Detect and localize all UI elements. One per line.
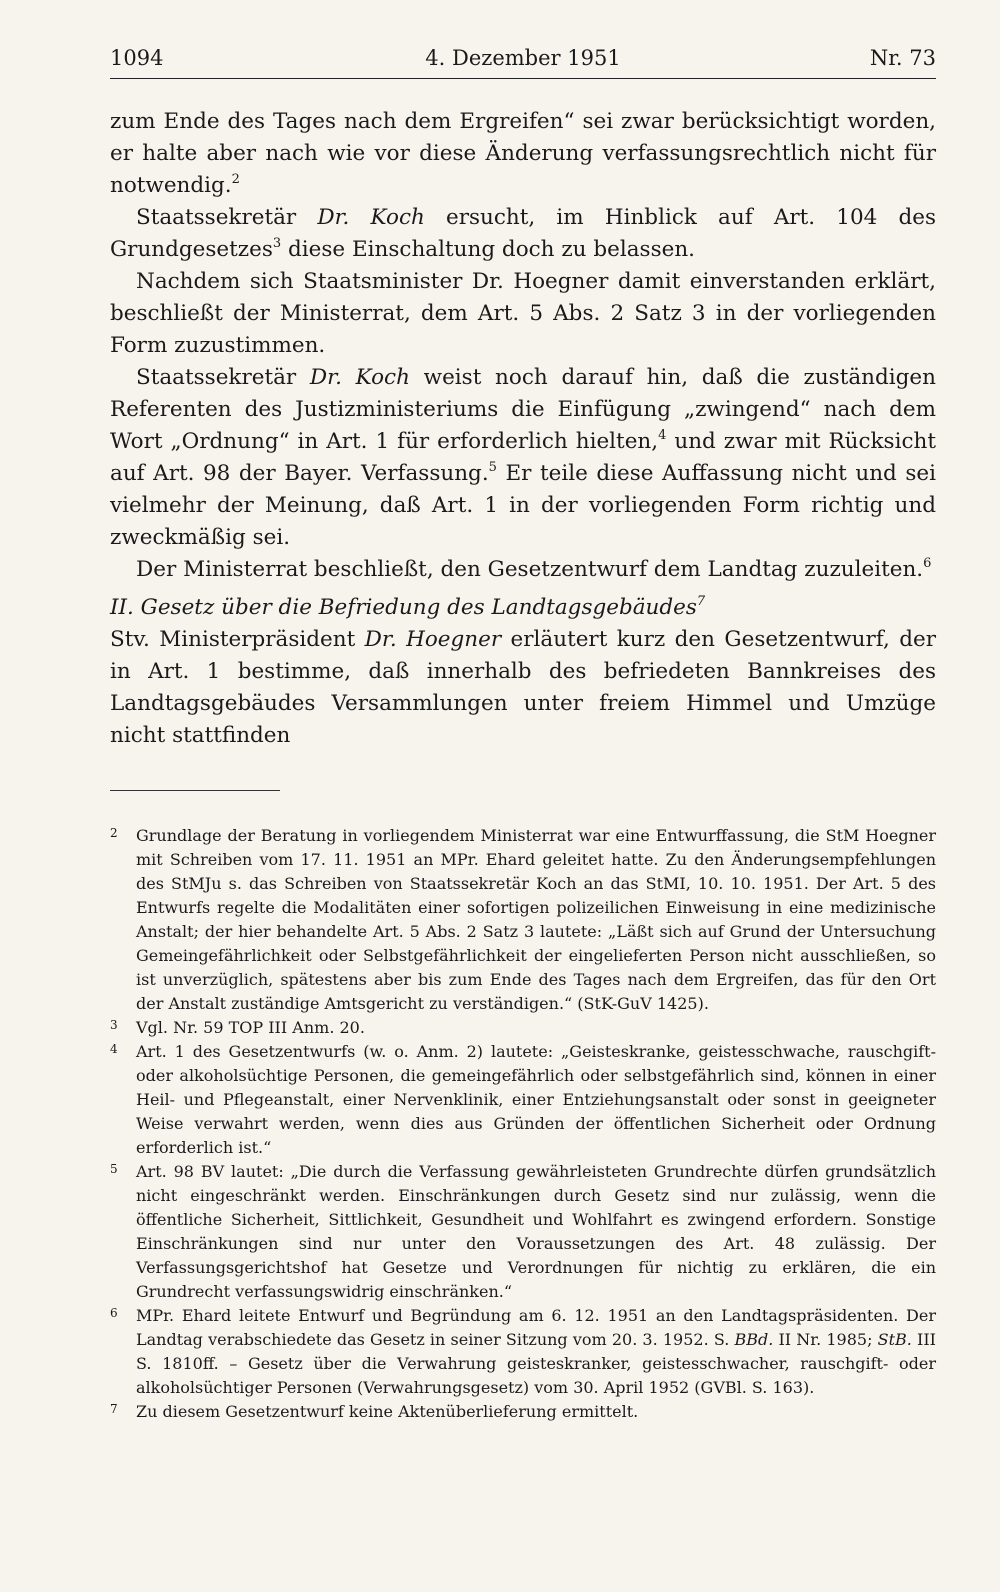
- footnote-number: 6: [110, 1306, 118, 1320]
- paragraph: Der Ministerrat beschließt, den Gesetzentwurf dem Landtag zuzuleiten.$^6$: [136, 556, 932, 582]
- footnote: 4 Art. 1 des Gesetzentwurfs (w. o. Anm. 2) lautete: „Geisteskranke, geistesschwache, rauschgift- oder alkoholsüchtige Personen, die gemeingefährlich oder selbstgefährlich sind, können in einer Heil- und Pflegeanstalt, einer Nervenklinik, einer Entziehungsanstalt oder sonst in geeigneter Weise verwahrt werden, wenn dies aus Gründen der öffentlichen Sicherheit oder Ordnung erforderlich ist.“: [110, 1042, 936, 1157]
- paragraph: Stv. Ministerpräsident Dr. Hoegner erläutert kurz den Gesetzentwurf, der in Art. 1 bestimme, daß innerhalb des befriedeten Bannkreises des Landtagsgebäudes Versammlungen unter freiem Himmel und Umzüge nicht stattfinden: [110, 627, 936, 748]
- body-text: [110, 106, 936, 752]
- footnote-ref[interactable]: 5: [488, 460, 497, 475]
- paragraph: Staatssekretär Dr. Koch ersucht, im Hinblick auf Art. 104 des Grundgesetzes$^3$ diese Einschaltung doch zu belassen.: [110, 205, 936, 262]
- footnote-number: 4: [110, 1042, 118, 1056]
- footnote-ref[interactable]: 2: [231, 172, 240, 187]
- header-date: 4. Dezember 1951: [425, 46, 621, 70]
- footnote-divider: [110, 790, 280, 791]
- footnote-ref[interactable]: 6: [923, 556, 932, 571]
- footnotes: [110, 824, 936, 1424]
- footnote: 7 Zu diesem Gesetzentwurf keine Aktenüberlieferung ermittelt.: [110, 1402, 639, 1421]
- footnote: 5 Art. 98 BV lautet: „Die durch die Verfassung gewährleisteten Grundrechte dürfen grundsätzlich nicht eingeschränkt werden. Einschränkungen durch Gesetz sind nur zulässig, wenn die öffentliche Sicherheit, Sittlichkeit, Gesundheit und Wohlfahrt es zwingend erfordern. Sonstige Einschränkungen sind nur unter den Voraussetzungen des Art. 48 zulässig. Der Verfassungsgerichtshof hat Gesetze und Verordnungen für nichtig zu erklären, die ein Grundrecht verfassungswidrig einschränken.“: [110, 1162, 936, 1301]
- footnote: 3 Vgl. Nr. 59 TOP III Anm. 20.: [110, 1018, 365, 1037]
- footnote: 2 Grundlage der Beratung in vorliegendem Ministerrat war eine Entwurffassung, die StM Hoegner mit Schreiben vom 17. 11. 1951 an MPr. Ehard geleitet hatte. Zu den Änderungsempfehlungen des StMJu s. das Schreiben von Staatssekretär Koch an das StMI, 10. 10. 1951. Der Art. 5 des Entwurfs regelte die Modalitäten einer sofortigen polizeilichen Einweisung in eine medizinische Anstalt; der hier behandelte Art. 5 Abs. 2 Satz 3 lautete: „Läßt sich auf Grund der Untersuchung Gemeingefährlichkeit oder Selbstgefährlichkeit der eingelieferten Person nicht ausschließen, so ist unverzüglich, spätestens aber bis zum Ende des Tages nach dem Ergreifen, das für den Ort der Anstalt zuständige Amtsgericht zu verständigen.“ (StK-GuV 1425).: [110, 826, 936, 1013]
- document-number: Nr. 73: [869, 46, 936, 70]
- paragraph: zum Ende des Tages nach dem Ergreifen“ sei zwar berücksichtigt worden, er halte aber nach wie vor diese Änderung verfassungsrechtlich nicht für notwendig.$^2$: [110, 109, 936, 198]
- paragraph: Staatssekretär Dr. Koch weist noch darauf hin, daß die zuständigen Referenten des Justizministeriums die Einfügung „zwingend“ nach dem Wort „Ordnung“ in Art. 1 für erforderlich hielten,$^4$ und zwar mit Rücksicht auf Art. 98 der Bayer. Verfassung.$^5$ Er teile diese Auffassung nicht und sei vielmehr der Meinung, daß Art. 1 in der vorliegenden Form richtig und zweckmäßig sei.: [110, 365, 936, 550]
- running-header: [110, 42, 936, 79]
- footnote: 6 MPr. Ehard leitete Entwurf und Begründung am 6. 12. 1951 an den Landtagspräsidenten. Der Landtag verabschiedete das Gesetz in seiner Sitzung vom 20. 3. 1952. S. BBd. II Nr. 1985; StB. III S. 1810ff. – Gesetz über die Verwahrung geisteskranker, geistesschwacher, rauschgift- oder alkoholsüchtiger Personen (Verwahrungsgesetz) vom 30. April 1952 (GVBl. S. 163).: [110, 1306, 937, 1397]
- paragraph: Nachdem sich Staatsminister Dr. Hoegner damit einverstanden erklärt, beschließt der Ministerrat, dem Art. 5 Abs. 2 Satz 3 in der vorliegenden Form zuzustimmen.: [110, 269, 936, 358]
- footnote-ref[interactable]: 4: [658, 428, 667, 443]
- footnote-number: 5: [110, 1162, 118, 1176]
- footnote-number: 3: [110, 1018, 118, 1032]
- person-name: Dr. Koch: [309, 365, 410, 390]
- section-heading: II. Gesetz über die Befriedung des Landtagsgebäudes$^7$: [110, 594, 706, 620]
- person-name: Dr. Hoegner: [364, 627, 502, 652]
- footnote-number: 7: [110, 1402, 118, 1416]
- footnote-ref[interactable]: 7: [696, 594, 706, 609]
- footnote-ref[interactable]: 3: [272, 236, 282, 251]
- person-name: Dr. Koch: [317, 205, 425, 230]
- footnote-number: 2: [110, 826, 118, 840]
- page-number: 1094: [110, 46, 164, 70]
